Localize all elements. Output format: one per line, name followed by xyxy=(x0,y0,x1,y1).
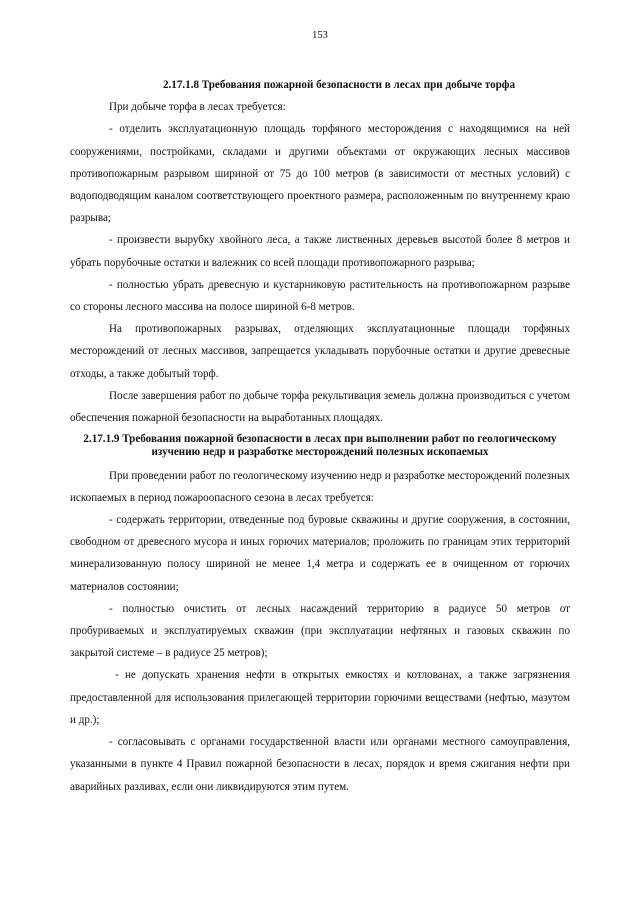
section-heading-peat: 2.17.1.8 Требования пожарной безопасности в лесах при добыче торфа xyxy=(162,79,516,91)
paragraph-peat-item-2: - произвести вырубку хвойного леса, а также лиственных деревьев высотой более 8 метров и убрать порубочные остатки и валежник со всей площади противопожарного разрыва; xyxy=(70,234,570,269)
paragraph-geology-item-3: - не допускать хранения нефти в открытых емкостях и котлованах, а также загрязнения предоставленной для использования прилегающей территории горючими веществами (нефтью, мазутом и др.); xyxy=(70,669,570,726)
paragraph-geology-item-2: - полностью очистить от лесных насаждений территорию в радиусе 50 метров от пробуриваемых и эксплуатируемых скважин (при эксплуатации нефтяных и газовых скважин по закрытой системе – в радиусе 25 метров); xyxy=(70,602,570,660)
section-heading-geology: 2.17.1.9 Требования пожарной безопасности в лесах при выполнении работ по геологическому изучению недр и разработке месторождений полезных ископаемых xyxy=(83,433,557,459)
paragraph-peat-item-1: - отделить эксплуатационную площадь торфяного месторождения с находящимися на ней сооружениями, постройками, складами и другими объектами от окружающих лесных массивов противопожарным разрывом шириной от 75 до 100 метров (в зависимости от местных условий) с водоподводящим каналом соответствующего проектного размера, расположенным по внутреннему краю разрыва; xyxy=(70,123,570,225)
paragraph-geology-item-1: - содержать территории, отведенные под буровые скважины и другие сооружения, в состоянии, свободном от древесного мусора и иных горючих материалов; проложить по границам этих территорий минерализованную полосу шириной не менее 1,4 метра и содержать ее в очищенном от горючих материалов состоянии; xyxy=(70,514,570,593)
paragraph-geology-intro: При проведении работ по геологическому изучению недр и разработке месторождений полезных ископаемых в период пожароопасного сезона в лесах требуется: xyxy=(70,469,570,504)
page-number: 153 xyxy=(312,30,328,41)
paragraph-peat-prohibition: На противопожарных разрывах, отделяющих эксплуатационные площади торфяных месторождений от лесных массивов, запрещается укладывать порубочные остатки и другие древесные отходы, а также добытый торф. xyxy=(70,323,570,380)
paragraph-peat-intro: При добыче торфа в лесах требуется: xyxy=(109,101,286,114)
paragraph-geology-item-4: - согласовывать с органами государственной власти или органами местного самоуправления, указанными в пункте 4 Правил пожарной безопасности в лесах, порядок и время сжигания нефти при аварийных разливах, если они ликвидируются этим путем. xyxy=(70,736,570,793)
paragraph-peat-reclamation: После завершения работ по добыче торфа рекультивация земель должна производиться с учетом обеспечения пожарной безопасности на выработанных площадях. xyxy=(70,389,570,425)
paragraph-peat-item-3: - полностью убрать древесную и кустарниковую растительность на противопожарном разрыве со стороны лесного массива на полосе шириной 6-8 метров. xyxy=(70,278,570,314)
document-body xyxy=(70,74,570,798)
